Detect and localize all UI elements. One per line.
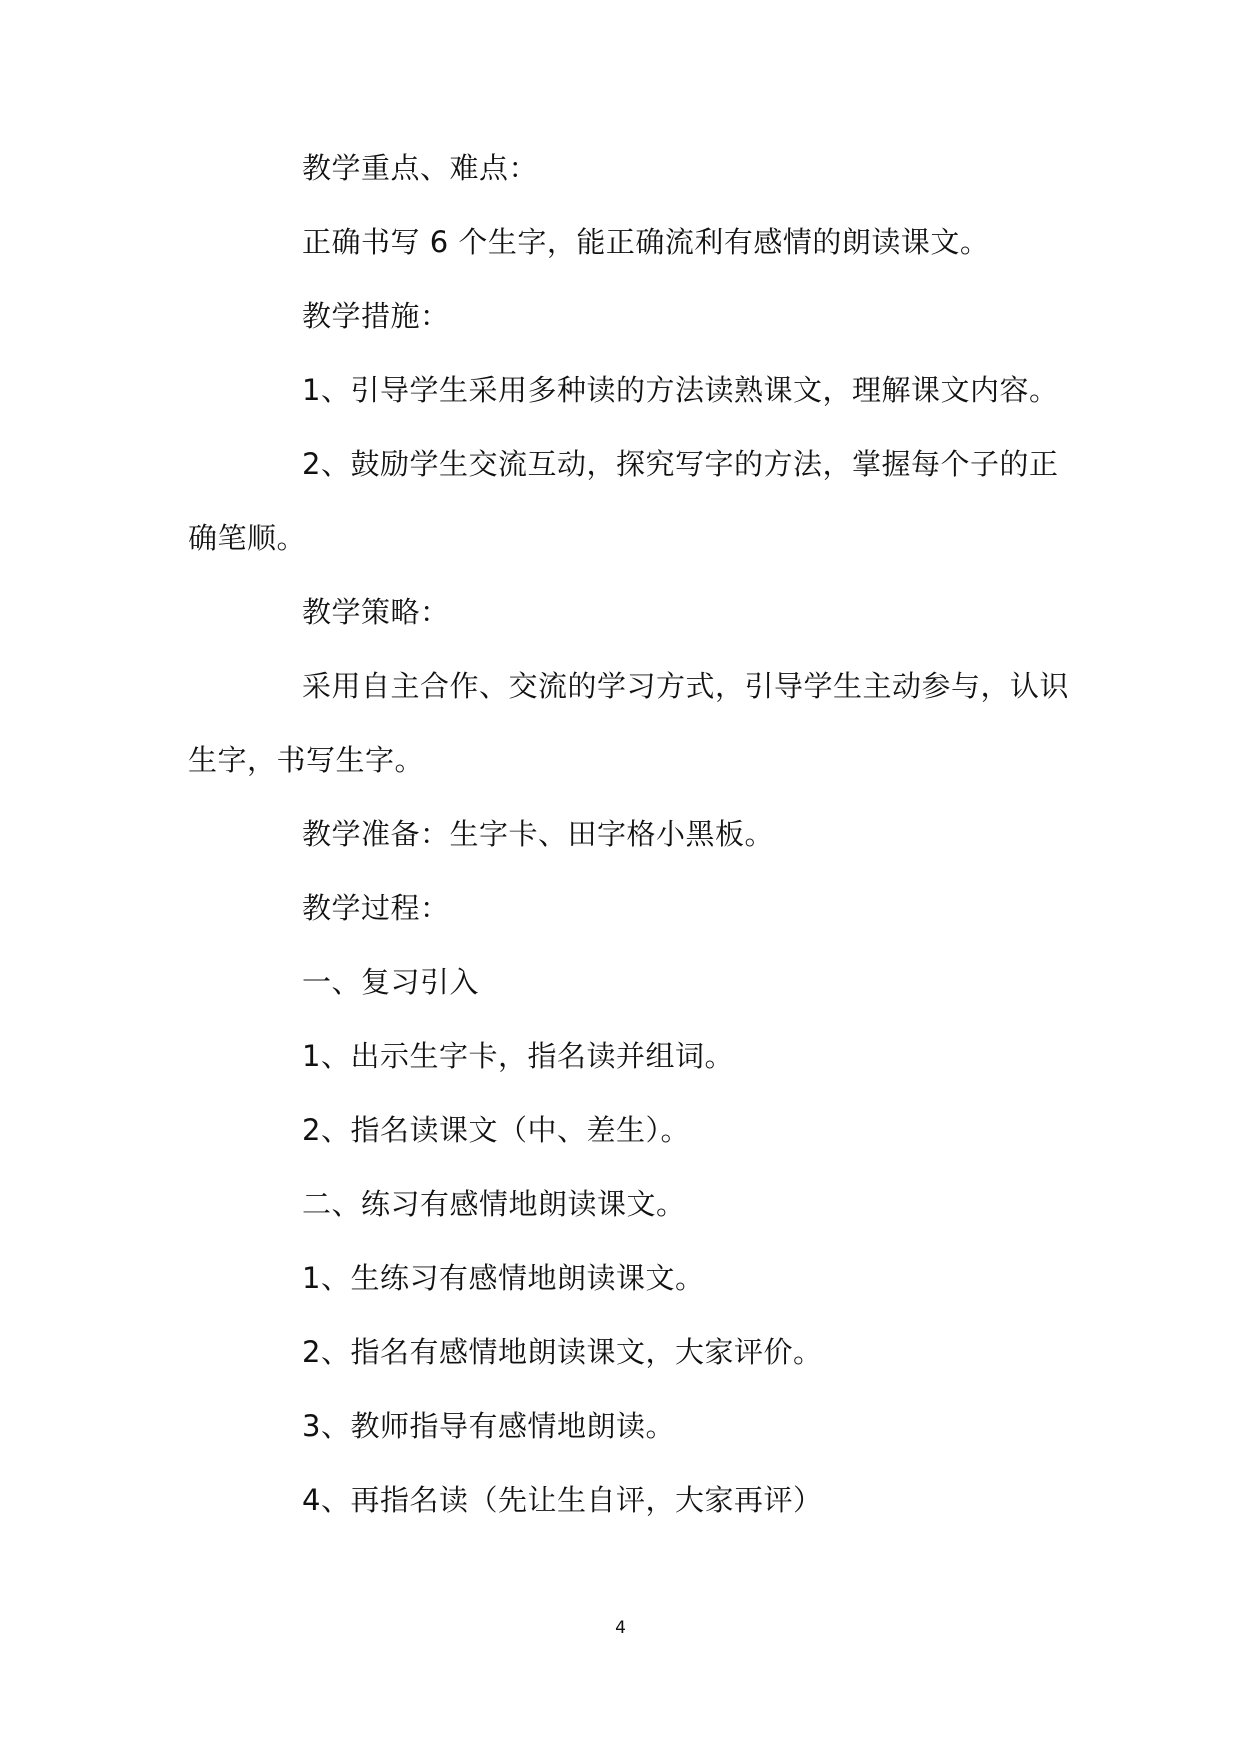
list-item: 1、生练习有感情地朗读课文。	[302, 1261, 705, 1295]
heading-teaching-measures: 教学措施：	[302, 299, 450, 333]
list-item: 2、指名有感情地朗读课文，大家评价。	[302, 1335, 823, 1369]
paragraph-continuation: 生字，书写生字。	[188, 743, 425, 777]
heading-key-difficult-points: 教学重点、难点：	[302, 151, 539, 185]
list-item: 2、鼓励学生交流互动，探究写字的方法，掌握每个子的正	[302, 447, 1059, 481]
list-item: 3、教师指导有感情地朗读。	[302, 1409, 675, 1443]
page-number: 4	[615, 1618, 626, 1638]
list-item: 4、再指名读（先让生自评，大家再评）	[302, 1483, 823, 1517]
paragraph-line: 采用自主合作、交流的学习方式，引导学生主动参与，认识	[302, 669, 1070, 703]
section-heading: 一、复习引入	[302, 965, 480, 999]
paragraph-line: 教学准备：生字卡、田字格小黑板。	[302, 817, 775, 851]
list-item: 1、引导学生采用多种读的方法读熟课文，理解课文内容。	[302, 373, 1059, 407]
list-item: 2、指名读课文（中、差生）。	[302, 1113, 690, 1147]
paragraph-line: 正确书写 6 个生字，能正确流利有感情的朗读课文。	[302, 225, 990, 259]
list-item-continuation: 确笔顺。	[188, 521, 307, 555]
heading-teaching-process: 教学过程：	[302, 891, 450, 925]
heading-teaching-strategy: 教学策略：	[302, 595, 450, 629]
list-item: 1、出示生字卡，指名读并组词。	[302, 1039, 734, 1073]
section-heading: 二、练习有感情地朗读课文。	[302, 1187, 686, 1221]
